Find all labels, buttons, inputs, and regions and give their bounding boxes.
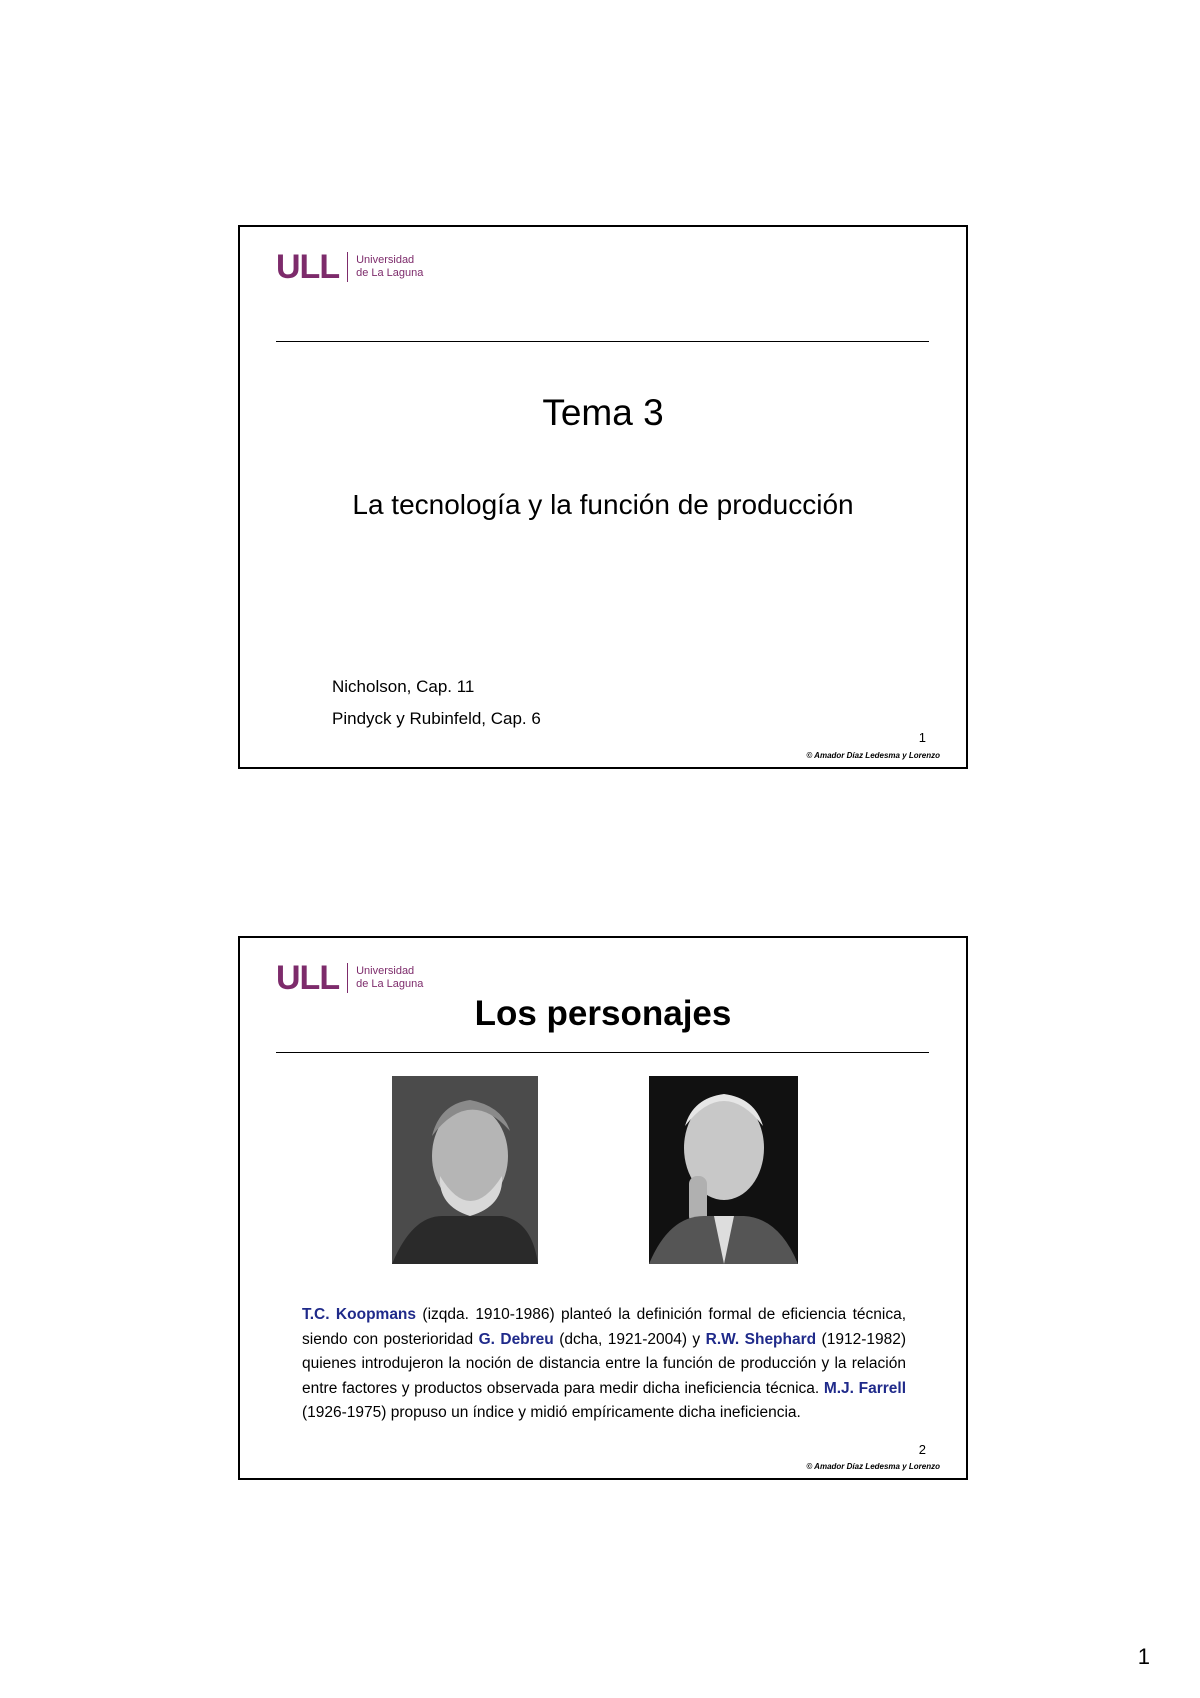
- logo-text-line-2: de La Laguna: [356, 267, 424, 279]
- name-shephard: R.W. Shephard: [705, 1330, 817, 1348]
- logo-separator: [347, 963, 348, 993]
- logo-mark: ULL: [276, 247, 340, 286]
- portrait-debreu: [649, 1076, 798, 1264]
- logo-separator: [347, 252, 348, 282]
- logo-mark: ULL: [276, 958, 340, 997]
- paragraph-part-1: (izqda. 1910-1986) planteó la definición formal de eficiencia técnica, siendo con posterioridad: [302, 1306, 907, 1348]
- header-rule: [276, 1052, 929, 1053]
- ull-logo: [276, 249, 423, 285]
- slide-title: Los personajes: [474, 994, 732, 1033]
- logo-text-line-1: Universidad: [356, 965, 415, 977]
- logo-text: [356, 254, 423, 280]
- copyright: © Amador Díaz Ledesma y Lorenzo: [806, 751, 940, 760]
- paragraph-part-2: (dcha, 1921-2004) y: [553, 1330, 706, 1348]
- logo-text-line-1: Universidad: [356, 254, 415, 266]
- slide-title: Tema 3: [542, 392, 664, 433]
- slide-2: [238, 936, 968, 1480]
- name-debreu: G. Debreu: [478, 1330, 554, 1348]
- paragraph-part-4: (1926-1975) propuso un índice y midió empíricamente dicha ineficiencia.: [302, 1404, 801, 1421]
- logo-text: [356, 965, 423, 991]
- slide-number: 1: [918, 730, 926, 745]
- slide-number: 2: [918, 1442, 926, 1457]
- header-rule: [276, 341, 929, 342]
- logo-text-line-2: de La Laguna: [356, 978, 424, 990]
- ull-logo: [276, 960, 423, 996]
- paragraph-part-3: (1912-1982) quienes introdujeron la noción de distancia entre la función de producción y la relación entre factores y productos observada para medir dicha ineficiencia técnica.: [302, 1330, 907, 1397]
- reference-2: Pindyck y Rubinfeld, Cap. 6: [332, 709, 541, 728]
- page-number: 1: [1137, 1644, 1150, 1669]
- slide-paragraph: [302, 1303, 906, 1426]
- slide-subtitle: La tecnología y la función de producción: [352, 489, 854, 520]
- slide-1: [238, 225, 968, 769]
- name-koopmans: T.C. Koopmans: [302, 1306, 417, 1323]
- copyright: © Amador Díaz Ledesma y Lorenzo: [806, 1462, 940, 1471]
- portrait-koopmans: [392, 1076, 538, 1264]
- name-farrell: M.J. Farrell: [823, 1379, 906, 1397]
- reference-1: Nicholson, Cap. 11: [332, 677, 475, 696]
